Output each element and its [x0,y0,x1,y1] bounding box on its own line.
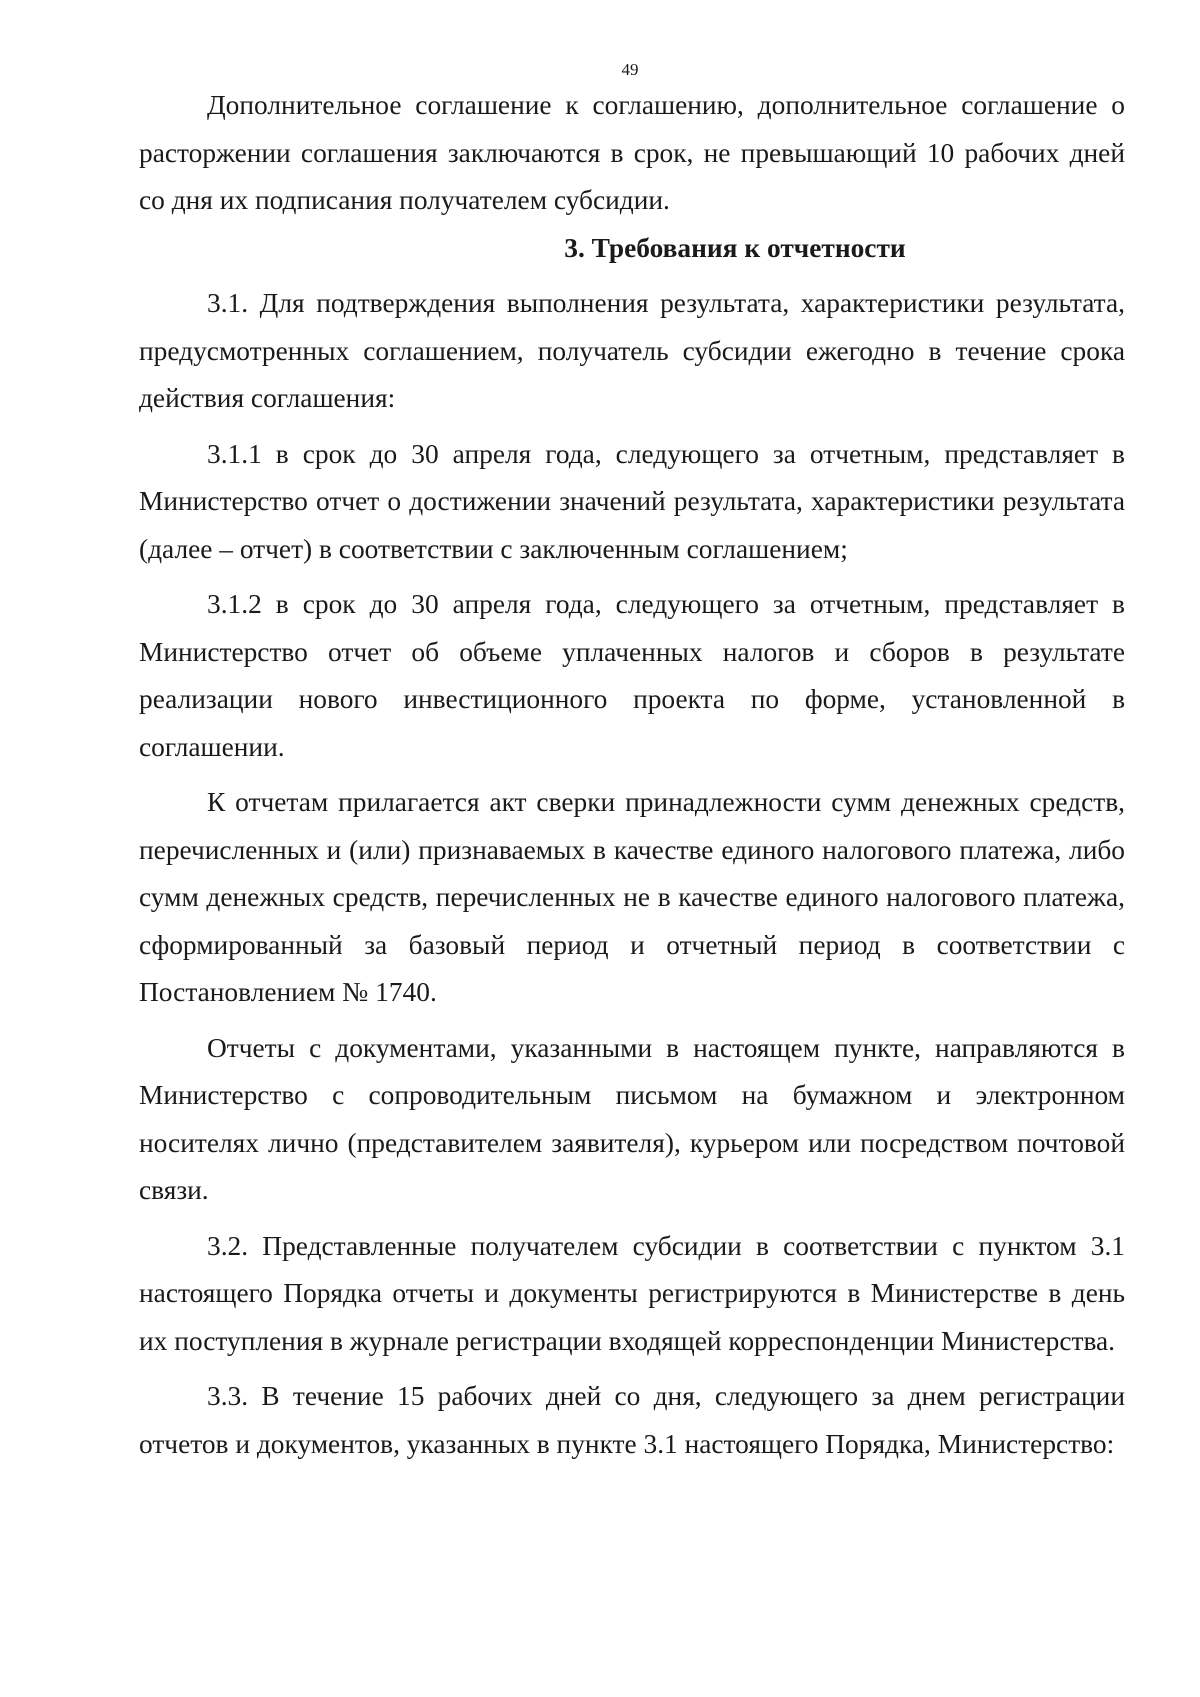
paragraph-3-1-2: 3.1.2 в срок до 30 апреля года, следующего за отчетным, представляет в Министерство отчет об объеме уплаченных налогов и сборов в результате реализации нового инвестиционного проекта по форме, установленной в соглашении. [139,589,1125,762]
paragraph-3-1: 3.1. Для подтверждения выполнения результата, характеристики результата, предусмотренных соглашением, получатель субсидии ежегодно в течение срока действия соглашения: [139,288,1125,413]
intro-paragraph: Дополнительное соглашение к соглашению, дополнительное соглашение о расторжении соглашения заключаются в срок, не превышающий 10 рабочих дней со дня их подписания получателем субсидии. [139,90,1125,215]
paragraph-submission: Отчеты с документами, указанными в настоящем пункте, направляются в Министерство с сопроводительным письмом на бумажном и электронном носителях лично (представителем заявителя), курьером или посредством почтовой связи. [139,1032,1125,1205]
document-body [139,82,1125,1468]
paragraph-3-1-1: 3.1.1 в срок до 30 апреля года, следующего за отчетным, представляет в Министерство отчет о достижении значений результата, характеристики результата (далее – отчет) в соответствии с заключенным соглашением; [139,438,1125,564]
page-number: 49 [621,60,639,79]
paragraph-3-2: 3.2. Представленные получателем субсидии в соответствии с пунктом 3.1 настоящего Порядка отчеты и документы регистрируются в Министерстве в день их поступления в журнале регистрации входящей корреспонденции Министерства. [139,1230,1125,1356]
paragraph-3-3: 3.3. В течение 15 рабочих дней со дня, следующего за днем регистрации отчетов и документов, указанных в пункте 3.1 настоящего Порядка, Министерство: [139,1381,1125,1459]
section-title: 3. Требования к отчетности [564,232,906,263]
paragraph-attachments: К отчетам прилагается акт сверки принадлежности сумм денежных средств, перечисленных и (или) признаваемых в качестве единого налогового платежа, либо сумм денежных средств, перечисленных не в качестве единого налогового платежа, сформированный за базовый период и отчетный период в соответствии с Постановлением № 1740. [139,787,1125,1007]
